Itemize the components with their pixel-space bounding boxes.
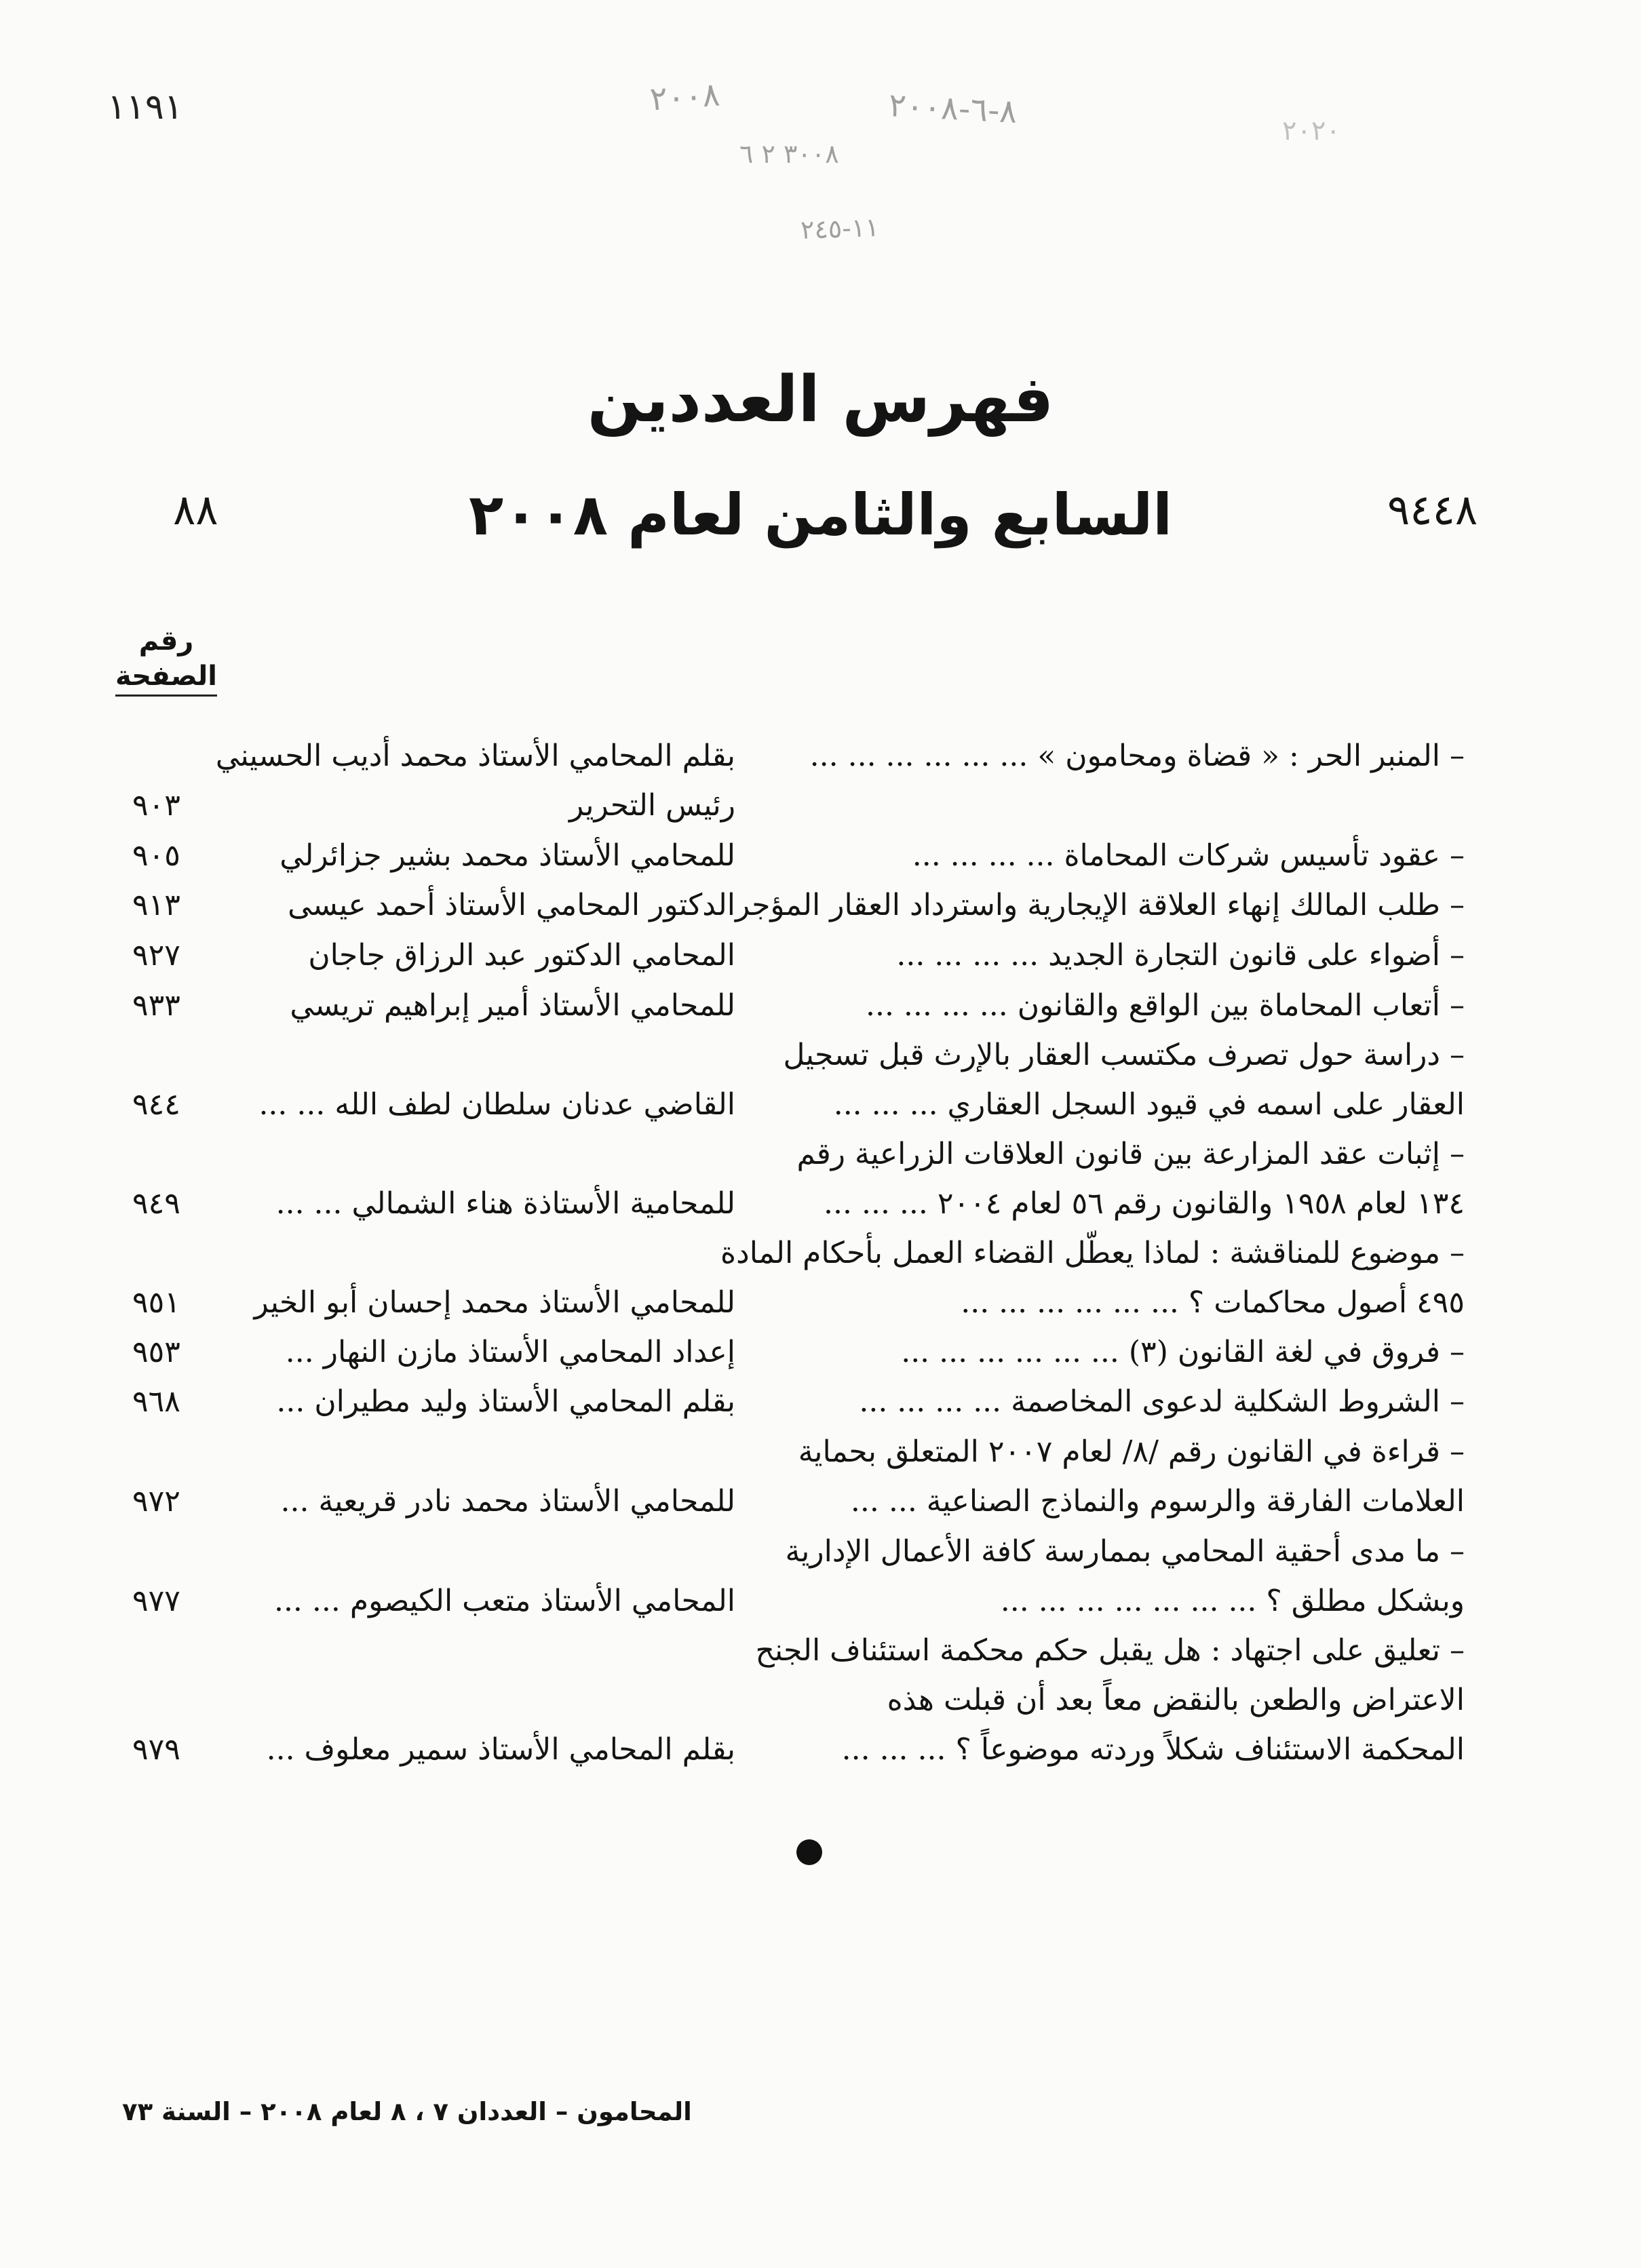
toc-topic-line: ١٣٤ لعام ١٩٥٨ والقانون رقم ٥٦ لعام ٢٠٠٤ ... ... ... — [824, 1186, 1465, 1221]
footer: المحامون – العددان ٧ ، ٨ لعام ٢٠٠٨ – السنة ٧٣ — [122, 2097, 692, 2126]
toc-topic — [691, 880, 1465, 930]
handwritten-note: ٢٠٢٠ — [1282, 115, 1340, 146]
toc-author-line: بقلم المحامي الأستاذ وليد مطيران ... — [276, 1384, 735, 1419]
toc-topic — [691, 1129, 1465, 1228]
toc-page-number: ٩٤٤ — [132, 1087, 180, 1122]
toc-topic-line: – المنبر الحر : « قضاة ومحامون » ... ... ... ... ... ... — [809, 739, 1465, 773]
toc-author — [159, 831, 735, 880]
toc-topic-line: – إثبات عقد المزارعة بين قانون العلاقات الزراعية رقم — [796, 1137, 1465, 1171]
toc-page-number: ٩١٣ — [132, 888, 180, 922]
toc-topic-line: – أتعاب المحاماة بين الواقع والقانون ... ... ... ... — [865, 988, 1465, 1023]
page-subtitle: السابع والثامن لعام ٢٠٠٨ — [468, 482, 1173, 548]
page-title: فهرس العددين — [587, 363, 1054, 437]
page-column-header — [109, 625, 224, 697]
toc-topic — [691, 1377, 1465, 1426]
toc-author-line: المحامي الأستاذ متعب الكيصوم ... ... — [273, 1584, 735, 1618]
toc-topic — [691, 1427, 1465, 1526]
toc-author-line: للمحامي الأستاذ محمد إحسان أبو الخير — [254, 1285, 735, 1320]
bullet-dot — [796, 1839, 822, 1865]
toc-author — [159, 1179, 735, 1228]
toc-topic-line: – الشروط الشكلية لدعوى المخاصمة ... ... ... ... — [859, 1384, 1465, 1419]
toc-topic-line: المحكمة الاستئناف شكلاً وردته موضوعاً ؟ ... ... ... — [841, 1732, 1465, 1767]
toc-topic-line: – ما مدى أحقية المحامي بممارسة كافة الأعمال الإدارية — [785, 1534, 1465, 1569]
toc-topic-line: – قراءة في القانون رقم /٨/ لعام ٢٠٠٧ المتعلق بحماية — [798, 1434, 1465, 1469]
toc-author-line: القاضي عدنان سلطان لطف الله ... ... — [258, 1087, 735, 1122]
toc-author — [159, 981, 735, 1030]
toc-author — [159, 1725, 735, 1774]
toc-author — [159, 731, 735, 830]
toc-author-line: المحامي الدكتور عبد الرزاق جاجان — [308, 938, 735, 973]
toc-author — [159, 1080, 735, 1129]
toc-topic — [691, 1527, 1465, 1626]
toc-author-line: للمحامي الأستاذ محمد بشير جزائرلي — [279, 838, 735, 873]
toc-page-number: ٩٤٩ — [132, 1186, 180, 1221]
toc-topic-line: – موضوع للمناقشة : لماذا يعطّل القضاء العمل بأحكام المادة — [720, 1236, 1465, 1270]
toc-author — [159, 1377, 735, 1426]
toc-author-line: بقلم المحامي الأستاذ محمد أديب الحسيني — [215, 739, 735, 773]
toc-topic — [691, 1228, 1465, 1327]
margin-note-right: ٩٤٤٨ — [1387, 485, 1478, 534]
toc-topic — [691, 831, 1465, 880]
toc-author — [159, 1278, 735, 1327]
column-header-line1: رقم — [138, 625, 194, 657]
toc-author — [159, 1576, 735, 1626]
toc-topic-line: – عقود تأسيس شركات المحاماة ... ... ... ... — [912, 838, 1465, 873]
toc-topic-line: – طلب المالك إنهاء العلاقة الإيجارية واسترداد العقار المؤجر — [735, 888, 1465, 922]
toc-topic-line: الاعتراض والطعن بالنقض معاً بعد أن قبلت هذه — [887, 1683, 1465, 1717]
toc-topic — [691, 1030, 1465, 1129]
toc-author-line: للمحامية الأستاذة هناء الشمالي ... ... — [275, 1186, 735, 1221]
toc-topic — [691, 731, 1465, 781]
toc-author — [159, 880, 735, 930]
toc-page-number: ٩٢٧ — [132, 938, 180, 973]
toc-topic-line: العلامات الفارقة والرسوم والنماذج الصناعية ... ... — [850, 1484, 1465, 1519]
toc-page-number: ٩٧٢ — [132, 1484, 180, 1519]
toc-page-number: ٩٠٣ — [132, 788, 180, 823]
toc-topic — [691, 981, 1465, 1030]
toc-author — [159, 931, 735, 980]
handwritten-note: ٨-٦-٢٠٠٨ — [887, 86, 1018, 131]
toc-topic-line: – أضواء على قانون التجارة الجديد ... ... ... ... — [896, 938, 1465, 973]
toc-topic — [691, 1327, 1465, 1377]
toc-topic-line: – تعليق على اجتهاد : هل يقبل حكم محكمة استئناف الجنح — [755, 1633, 1465, 1668]
toc-page-number: ٩٦٨ — [132, 1384, 180, 1419]
toc-topic-line: – دراسة حول تصرف مكتسب العقار بالإرث قبل تسجيل — [783, 1038, 1465, 1072]
toc-author-line: إعداد المحامي الأستاذ مازن النهار ... — [285, 1335, 735, 1369]
toc-topic — [691, 1626, 1465, 1774]
toc-page-number: ٩٧٩ — [132, 1732, 180, 1767]
page-number: ١١٩١ — [107, 87, 183, 128]
toc-author-line: رئيس التحرير — [569, 788, 735, 823]
toc-author-line: للمحامي الأستاذ أمير إبراهيم تريسي — [290, 988, 735, 1023]
toc-topic — [691, 931, 1465, 980]
toc-topic-line: ٤٩٥ أصول محاكمات ؟ ... ... ... ... ... ... — [961, 1285, 1465, 1320]
toc-author — [159, 1327, 735, 1377]
handwritten-note: ١١-٢٤٥ — [800, 212, 880, 246]
handwritten-note: ٣٠٠٨ ٢ ٦ — [739, 139, 839, 169]
toc-page-number: ٩٥٣ — [132, 1335, 180, 1369]
toc-author-line: بقلم المحامي الأستاذ سمير معلوف ... — [266, 1732, 735, 1767]
column-header-line2: الصفحة — [115, 661, 217, 697]
handwritten-note: ٢٠٠٨ — [649, 75, 721, 119]
toc-page-number: ٩٠٥ — [132, 838, 180, 873]
toc-author-line: الدكتور المحامي الأستاذ أحمد عيسى — [288, 888, 735, 922]
toc-page-number: ٩٧٧ — [132, 1584, 180, 1618]
toc-page-number: ٩٣٣ — [132, 988, 180, 1023]
toc-topic-line: العقار على اسمه في قيود السجل العقاري ... ... ... — [833, 1087, 1465, 1122]
toc-topic-line: – فروق في لغة القانون (٣) ... ... ... ... ... ... — [901, 1335, 1465, 1369]
toc-topic-line: وبشكل مطلق ؟ ... ... ... ... ... ... ... — [1000, 1584, 1465, 1618]
toc-author-line: للمحامي الأستاذ محمد نادر قريعية ... — [280, 1484, 735, 1519]
margin-note-left: ٨٨ — [173, 485, 218, 534]
toc-author — [159, 1477, 735, 1526]
toc-page-number: ٩٥١ — [132, 1285, 180, 1320]
